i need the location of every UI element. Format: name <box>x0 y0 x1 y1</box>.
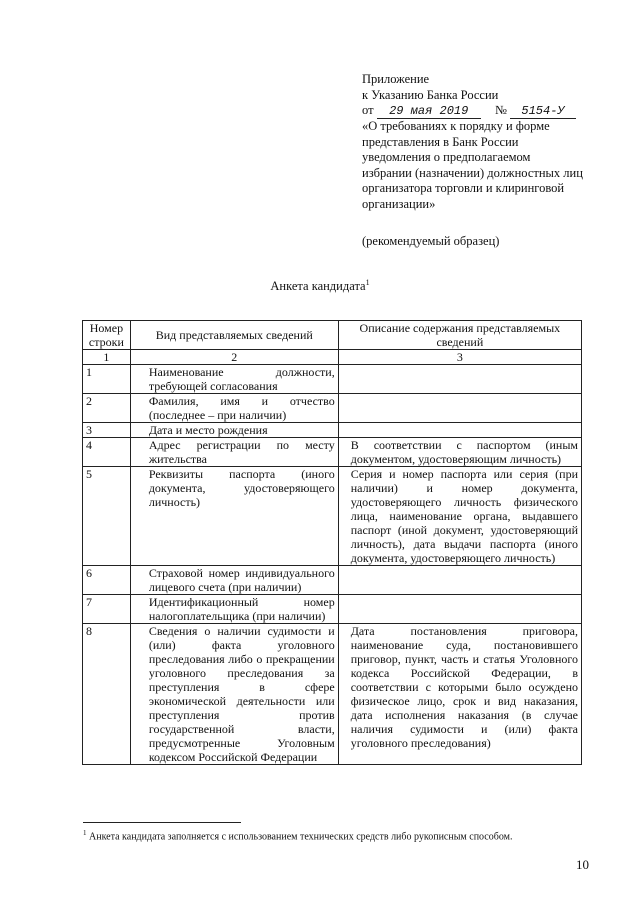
table-row <box>83 595 582 624</box>
candidate-form-table <box>82 320 582 765</box>
row-description: Дата постановления приговора, наименование суда, постановившего приговор, пункт, часть и статья Уголовного кодекса Российской Федерации, в соответствии с которыми было осуждено физическое лицо, срок и вид наказания, дата исполнения наказания (в случае наличия судимости и (или) факта уголовного преследования) <box>338 624 581 765</box>
row-info-kind: Фамилия, имя и отчество (последнее – при наличии) <box>130 394 338 423</box>
row-number: 8 <box>83 624 131 765</box>
appendix-issuer: к Указанию Банка России <box>362 87 499 102</box>
appendix-date: 29 мая 2019 <box>377 105 481 119</box>
number-sign: № <box>494 103 507 117</box>
table-row <box>83 467 582 566</box>
table-row <box>83 394 582 423</box>
row-number: 5 <box>83 467 131 566</box>
appendix-number: 5154-У <box>510 105 576 119</box>
column-number: 2 <box>130 350 338 365</box>
appendix-quote-line: представления в Банк России <box>362 134 519 149</box>
appendix-title: Приложение <box>362 72 430 86</box>
appendix-header <box>362 72 602 212</box>
column-number: 1 <box>83 350 131 365</box>
footnote-text: Анкета кандидата заполняется с использованием технических средств либо рукописным способом. <box>89 831 513 843</box>
appendix-quote-line: уведомления о предполагаемом <box>362 150 531 164</box>
row-number: 4 <box>83 438 131 467</box>
appendix-quote-line: организатора торговли и клиринговой <box>362 181 565 195</box>
date-prefix: от <box>362 103 374 117</box>
header-line-number: Номер строки <box>83 321 131 350</box>
footnote-mark: 1 <box>83 829 87 837</box>
page-number: 10 <box>576 857 589 872</box>
row-info-kind: Наименование должности, требующей согласования <box>130 365 338 394</box>
row-info-kind: Страховой номер индивидуального лицевого счета (при наличии) <box>130 566 338 595</box>
row-number: 2 <box>83 394 131 423</box>
header-description: Описание содержания представляемых сведений <box>338 321 581 350</box>
row-description: Серия и номер паспорта или серия (при наличии) и номер документа, удостоверяющего личность физического лица, наименование органа, выдавшего паспорт (иной документ, удостоверяющий личность), дата выдачи паспорта (иного документа, удостоверяющего личность) <box>338 467 581 566</box>
footnote-divider <box>83 822 241 823</box>
row-info-kind: Идентификационный номер налогоплательщика (при наличии) <box>130 595 338 624</box>
header-info-kind: Вид представляемых сведений <box>130 321 338 350</box>
table-column-numbers <box>83 350 582 365</box>
row-description <box>338 595 581 624</box>
footnote <box>83 829 512 842</box>
table-row <box>83 624 582 765</box>
appendix-quote-line: избрании (назначении) должностных лиц <box>362 165 583 180</box>
row-info-kind: Сведения о наличии судимости и (или) факта уголовного преследования либо о прекращении уголовного преследования за преступления в сфере экономической деятельности или преступления против государственной власти, предусмотренные Уголовным кодексом Российской Федерации <box>130 624 338 765</box>
title-footnote-mark: 1 <box>365 277 370 287</box>
table-row <box>83 423 582 438</box>
row-description <box>338 394 581 423</box>
appendix-quote-line: организации» <box>362 196 436 211</box>
row-info-kind: Дата и место рождения <box>130 423 338 438</box>
appendix-quote-line: «О требованиях к порядку и форме <box>362 119 550 133</box>
row-description: В соответствии с паспортом (иным документом, удостоверяющим личность) <box>338 438 581 467</box>
appendix-date-line <box>362 103 602 119</box>
table-row <box>83 566 582 595</box>
row-description <box>338 566 581 595</box>
row-info-kind: Адрес регистрации по месту жительства <box>130 438 338 467</box>
page-title <box>0 279 640 294</box>
table-header-row <box>83 321 582 350</box>
table-row <box>83 365 582 394</box>
row-number: 7 <box>83 595 131 624</box>
row-info-kind: Реквизиты паспорта (иного документа, удостоверяющего личность) <box>130 467 338 566</box>
row-description <box>338 423 581 438</box>
row-number: 3 <box>83 423 131 438</box>
table-row <box>83 438 582 467</box>
column-number: 3 <box>338 350 581 365</box>
row-description <box>338 365 581 394</box>
row-number: 1 <box>83 365 131 394</box>
title-text: Анкета кандидата <box>270 279 366 293</box>
sample-note: (рекомендуемый образец) <box>362 234 500 248</box>
row-number: 6 <box>83 566 131 595</box>
